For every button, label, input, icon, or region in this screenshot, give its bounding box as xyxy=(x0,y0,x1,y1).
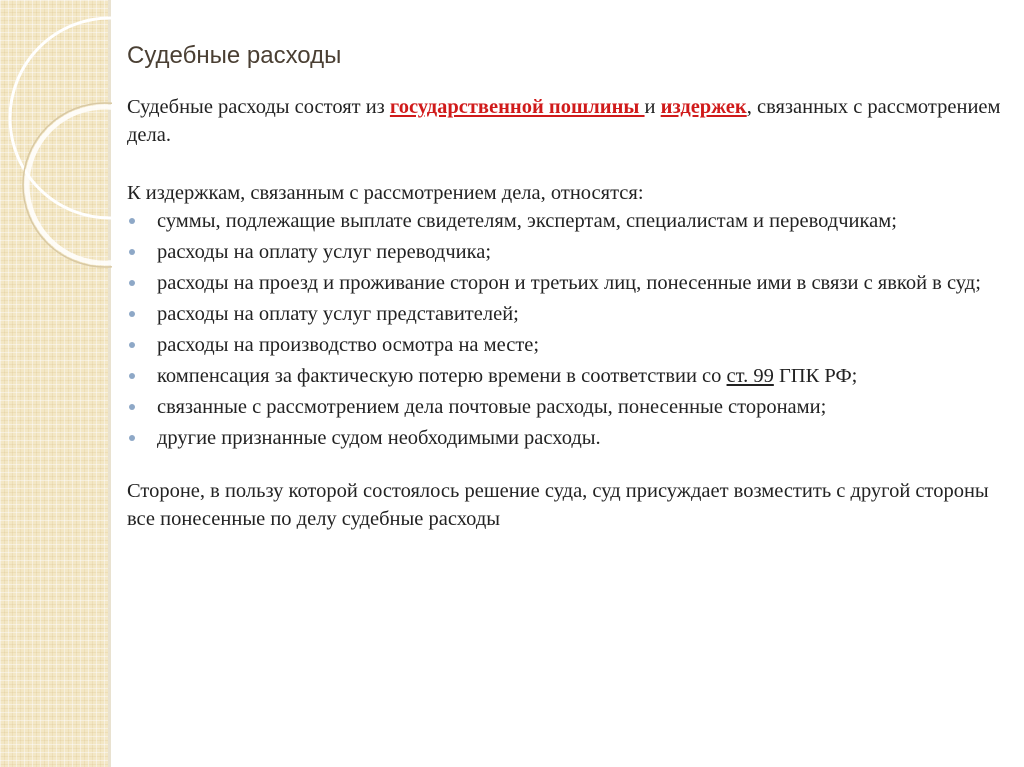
list-item xyxy=(127,207,1007,235)
intro-text-after: , связанных с рассмотрением дела. xyxy=(127,96,1001,146)
list-item-tail: ГПК РФ; xyxy=(773,365,858,387)
costs-link[interactable]: издержек xyxy=(660,96,747,118)
state-duty-link[interactable]: государственной пошлины xyxy=(389,96,645,118)
bullet-icon xyxy=(129,249,135,255)
intro-paragraph xyxy=(127,93,1007,149)
bullet-icon xyxy=(129,435,135,441)
list-item xyxy=(127,300,1007,328)
list-item-text: суммы, подлежащие выплате свидетелям, экспертам, специалистам и переводчикам; xyxy=(157,210,897,232)
list-item-text: компенсация за фактическую потерю времени в соответствии со xyxy=(157,365,727,387)
list-item-text: другие признанные судом необходимыми расходы. xyxy=(157,427,601,449)
list-item-text: расходы на оплату услуг переводчика; xyxy=(157,241,492,263)
conclusion-paragraph: Стороне, в пользу которой состоялось решение суда, суд присуждает возместить с другой стороны все понесенные по делу судебные расходы xyxy=(127,480,989,530)
bullet-icon xyxy=(129,373,135,379)
list-heading: К издержкам, связанным с рассмотрением дела, относятся: xyxy=(127,182,644,204)
bullet-icon xyxy=(129,342,135,348)
article-99-link[interactable]: ст. 99 xyxy=(726,365,774,387)
decorative-rings xyxy=(0,0,112,320)
bullet-icon xyxy=(129,218,135,224)
intro-text-before: Судебные расходы состоят из xyxy=(127,96,390,118)
list-item-text: расходы на производство осмотра на месте; xyxy=(157,334,540,356)
list-item-text: связанные с рассмотрением дела почтовые расходы, понесенные сторонами; xyxy=(157,396,827,418)
list-item xyxy=(127,362,1007,390)
slide-content xyxy=(127,93,1007,533)
bullet-icon xyxy=(129,280,135,286)
list-item-text: расходы на оплату услуг представителей; xyxy=(157,303,519,325)
list-item xyxy=(127,424,1007,452)
costs-list xyxy=(127,207,1007,452)
list-item xyxy=(127,393,1007,421)
decorative-ring-small xyxy=(27,107,112,263)
slide-title: Судебные расходы xyxy=(127,42,342,69)
list-item xyxy=(127,331,1007,359)
bullet-icon xyxy=(129,404,135,410)
bullet-icon xyxy=(129,311,135,317)
list-item-text: расходы на проезд и проживание сторон и третьих лиц, понесенные ими в связи с явкой в суд; xyxy=(157,272,981,294)
list-item xyxy=(127,238,1007,266)
list-item xyxy=(127,269,1007,297)
intro-text-middle: и xyxy=(644,96,661,118)
